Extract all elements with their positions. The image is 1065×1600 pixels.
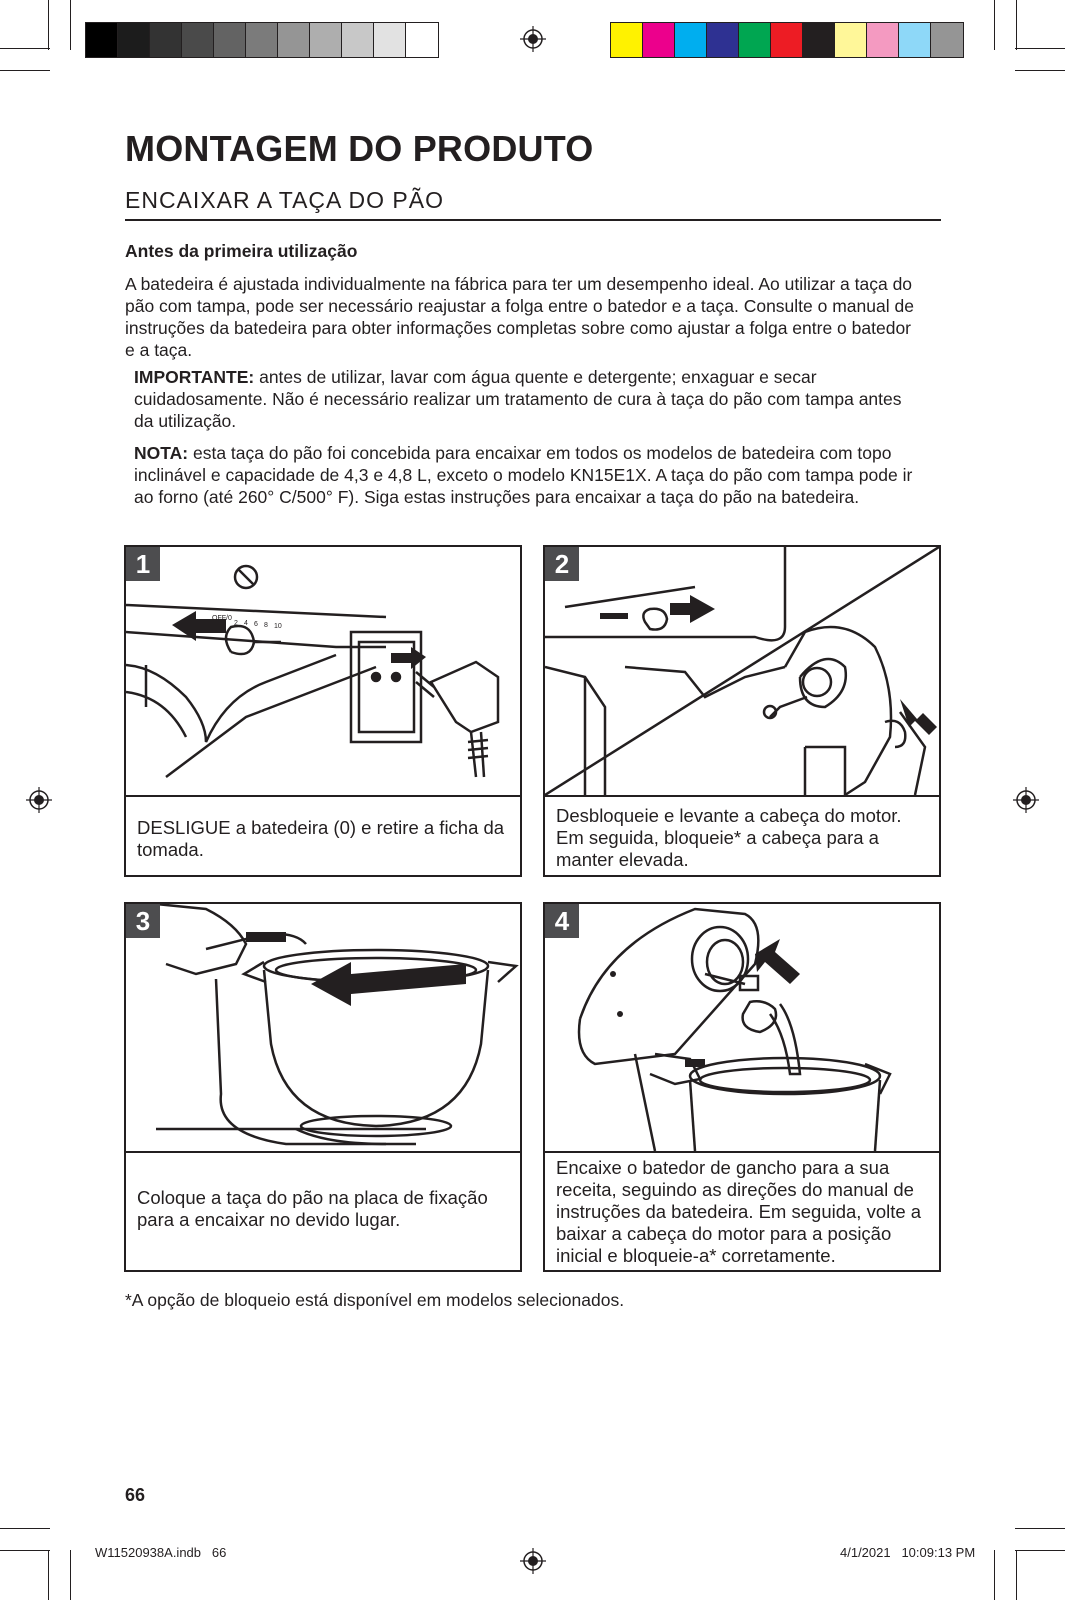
crop-mark	[0, 1528, 50, 1529]
color-swatch	[374, 23, 406, 57]
important-text: antes de utilizar, lavar com água quente e detergente; enxaguar e secar cuidadosamente. Não é necessário realizar um tratamento de cura à taça do pão com tampa antes da utilização.	[134, 367, 902, 431]
nota-text: esta taça do pão foi concebida para encaixar em todos os modelos de batedeira com topo inclinável e capacidade de 4,3 e 4,8 L, exceto o modelo KN15E1X. A taça do pão com tampa pode ir ao forno (até 260° C/500° F). Siga estas instruções para encaixar a taça do pão na batedeira.	[134, 443, 913, 507]
mixer-head-lift-illustration	[545, 547, 939, 795]
step-number: 1	[126, 547, 160, 581]
step-2-illustration	[545, 547, 939, 797]
color-swatch	[899, 23, 931, 57]
step-4-caption: Encaixe o batedor de gancho para a sua receita, seguindo as direções do manual de instruções da batedeira. Em seguida, volte a baixar a cabeça do motor para a posição inicial e bloqueie-a* corretamente.	[556, 1157, 922, 1266]
color-swatch	[150, 23, 182, 57]
registration-mark-icon	[520, 1548, 546, 1574]
speed-dial-label: 2	[234, 620, 238, 627]
color-swatch	[86, 23, 118, 57]
nota-label: NOTA:	[134, 443, 189, 463]
crop-mark	[70, 1550, 71, 1600]
step-3-illustration	[126, 904, 520, 1153]
crop-mark	[48, 0, 49, 50]
step-number: 4	[545, 904, 579, 938]
color-swatch	[771, 23, 803, 57]
step-4-illustration	[545, 904, 939, 1153]
crop-mark	[1016, 1550, 1017, 1600]
crop-mark	[0, 1550, 50, 1551]
crop-mark	[0, 48, 50, 49]
speed-dial-label: 10	[274, 623, 282, 630]
slug-file: W11520938A.indb 66	[95, 1545, 227, 1560]
footnote: *A opção de bloqueio está disponível em modelos selecionados.	[125, 1290, 625, 1310]
crop-mark	[994, 0, 995, 50]
grayscale-color-bar	[85, 22, 439, 58]
color-swatch	[406, 23, 438, 57]
color-swatch	[867, 23, 899, 57]
step-2-panel	[543, 545, 941, 877]
color-swatch	[835, 23, 867, 57]
step-1-caption: DESLIGUE a batedeira (0) e retire a ficha da tomada.	[137, 817, 505, 860]
slug-date: 4/1/2021 10:09:13 PM	[840, 1545, 976, 1560]
color-swatch	[118, 23, 150, 57]
crop-mark	[1015, 70, 1065, 71]
color-swatch	[182, 23, 214, 57]
crop-mark	[1015, 48, 1065, 49]
page-number: 66	[125, 1485, 146, 1505]
color-swatch	[643, 23, 675, 57]
crop-mark	[1015, 1528, 1065, 1529]
crop-mark	[48, 1550, 49, 1600]
speed-dial-label: 6	[254, 621, 258, 628]
color-swatch	[342, 23, 374, 57]
step-3-caption: Coloque a taça do pão na placa de fixação para a encaixar no devido lugar.	[137, 1187, 488, 1230]
title-divider	[125, 219, 941, 221]
speed-dial-label: 4	[244, 620, 248, 627]
intro-paragraph: A batedeira é ajustada individualmente na fábrica para ter um desempenho ideal. Ao utilizar a taça do pão com tampa, pode ser necessário reajustar a folga entre o batedor e a taça. Consulte o manual de instruções da batedeira para obter informações completas sobre como ajustar a folga entre o batedor e a taça.	[125, 274, 914, 360]
step-1-panel	[124, 545, 522, 877]
page-title: MONTAGEM DO PRODUTO	[125, 128, 594, 169]
color-swatch	[310, 23, 342, 57]
step-number: 2	[545, 547, 579, 581]
step-4-panel	[543, 902, 941, 1272]
intro-heading: Antes da primeira utilização	[125, 241, 358, 261]
registration-mark-icon	[26, 787, 52, 813]
color-swatch	[246, 23, 278, 57]
color-swatch	[707, 23, 739, 57]
color-swatch	[611, 23, 643, 57]
crop-mark	[0, 70, 50, 71]
nota-note	[134, 442, 924, 508]
mixer-unplug-illustration	[126, 547, 520, 795]
crop-mark	[994, 1550, 995, 1600]
crop-mark	[70, 0, 71, 50]
step-3-panel	[124, 902, 522, 1272]
speed-dial-label: OFF/0	[212, 615, 232, 622]
color-swatch	[803, 23, 835, 57]
color-swatch	[214, 23, 246, 57]
crop-mark	[1015, 1550, 1065, 1551]
registration-mark-icon	[1013, 787, 1039, 813]
crop-mark	[1016, 0, 1017, 50]
color-swatch	[931, 23, 963, 57]
speed-dial-label: 8	[264, 622, 268, 629]
process-color-bar	[610, 22, 964, 58]
bowl-placement-illustration	[126, 904, 520, 1151]
registration-mark-icon	[520, 26, 546, 52]
step-1-illustration	[126, 547, 520, 797]
color-swatch	[675, 23, 707, 57]
dough-hook-attach-illustration	[545, 904, 939, 1151]
color-swatch	[739, 23, 771, 57]
section-subtitle: ENCAIXAR A TAÇA DO PÃO	[125, 187, 444, 213]
important-label: IMPORTANTE:	[134, 367, 255, 387]
color-swatch	[278, 23, 310, 57]
important-note	[134, 366, 924, 432]
step-2-caption: Desbloqueie e levante a cabeça do motor. Em seguida, bloqueie* a cabeça para a manter elevada.	[556, 805, 902, 870]
step-number: 3	[126, 904, 160, 938]
